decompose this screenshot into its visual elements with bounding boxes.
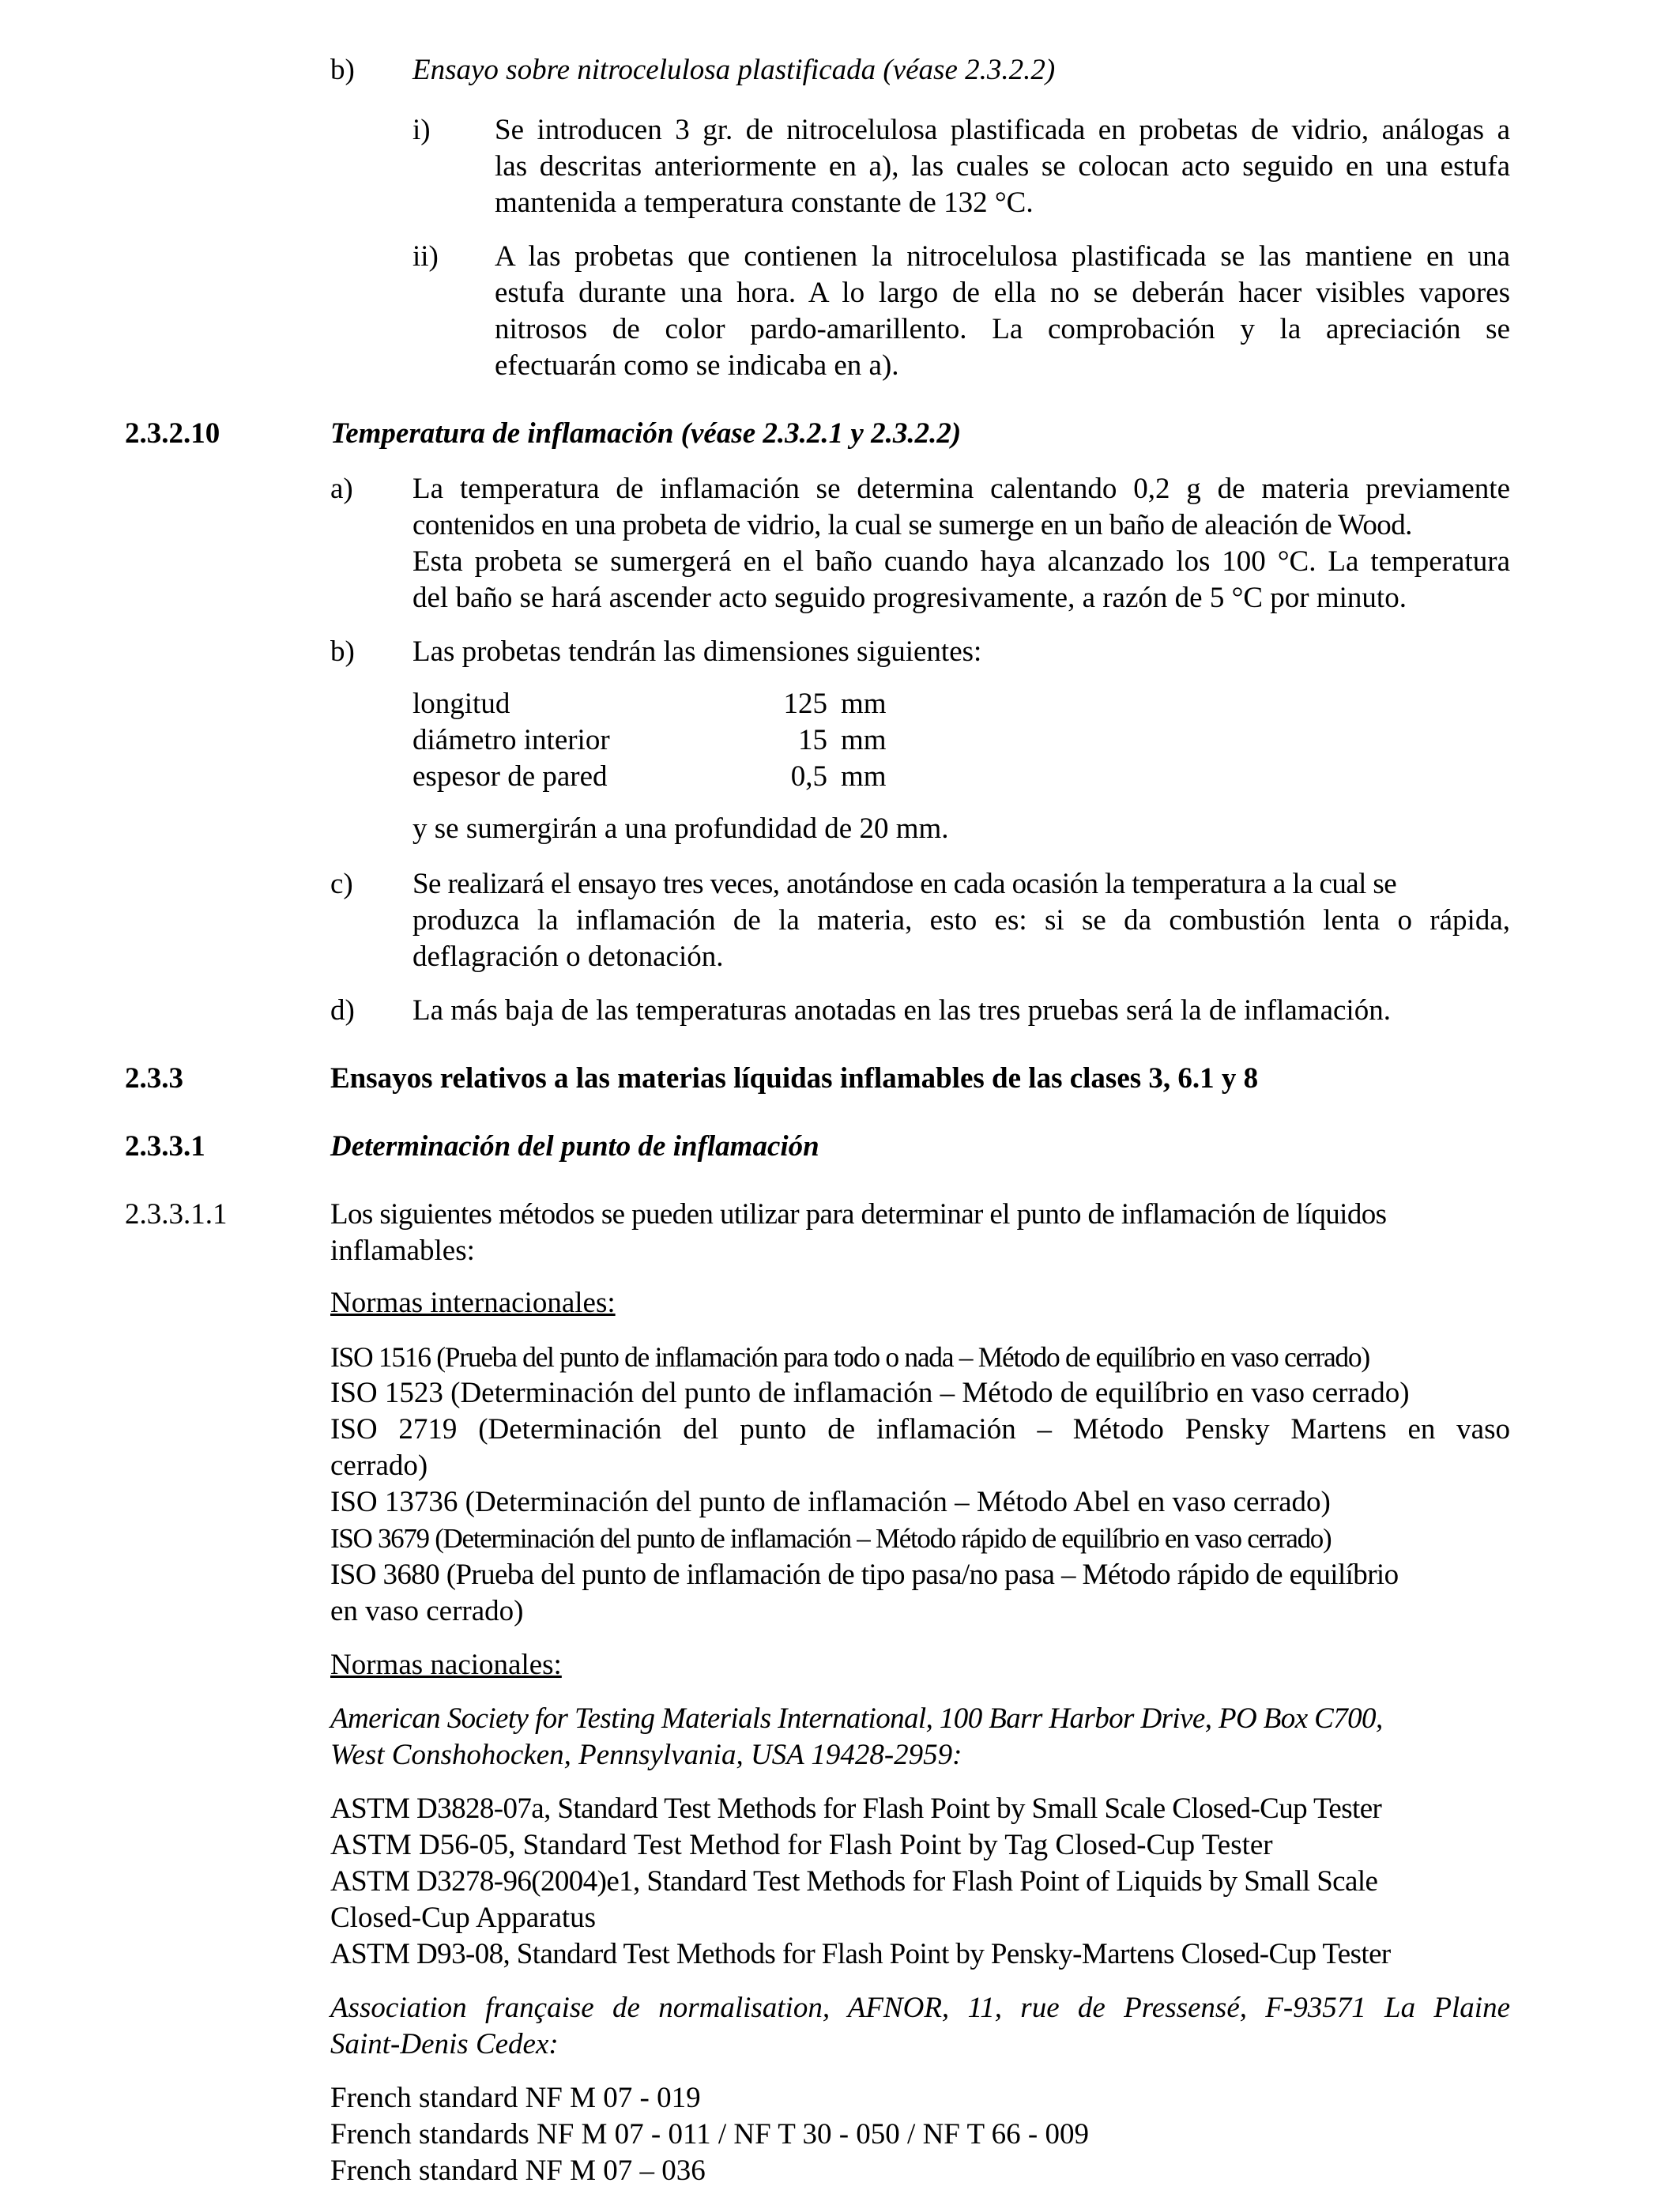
section-title-2-3-2-10: Temperatura de inflamación (véase 2.3.2.1 y 2.3.2.2) [330,417,962,450]
item-d-label: d) [330,994,355,1027]
afnor-org-line-2: Saint-Denis Cedex: [330,2028,559,2060]
astm-d93: ASTM D93-08, Standard Test Methods for Flash Point by Pensky-Martens Closed-Cup Tester [330,1938,1391,1970]
item-b-label: b) [330,54,355,86]
iso-2719-cont: cerrado) [330,1449,428,1482]
iso-13736: ISO 13736 (Determinación del punto de inflamación – Método Abel en vaso cerrado) [330,1486,1331,1518]
item-a-line-4: del baño se hará ascender acto seguido progresivamente, a razón de 5 °C por minuto. [412,582,1407,614]
item-b-ii-line-2: estufa durante una hora. A lo largo de ella no se deberán hacer visibles vapores [495,277,1510,309]
item-b-ii-line-3: nitrosos de color pardo-amarillento. La comprobación y la apreciación se [495,313,1510,345]
section-title-2-3-3: Ensayos relativos a las materias líquidas inflamables de las clases 3, 6.1 y 8 [330,1062,1259,1095]
nf-m-07-019: French standard NF M 07 - 019 [330,2082,701,2114]
item-b2-after: y se sumergirán a una profundidad de 20 mm. [412,812,949,845]
item-a-line-2: contenidos en una probeta de vidrio, la cual se sumerge en un baño de aleación de Wood. [412,509,1412,541]
item-a-line-1: La temperatura de inflamación se determina calentando 0,2 g de materia previamente [412,473,1510,505]
item-a-label: a) [330,473,353,505]
astm-d3278-cont: Closed-Cup Apparatus [330,1902,597,1934]
item-b-ii-line-4: efectuarán como se indicaba en a). [495,349,899,382]
astm-org-line-2: West Conshohocken, Pennsylvania, USA 19428-2959: [330,1739,962,1771]
item-b-i-line-3: mantenida a temperatura constante de 132 °C. [495,187,1034,219]
item-b-ii-label: ii) [412,240,439,273]
iso-1523: ISO 1523 (Determinación del punto de inflamación – Método de equilíbrio en vaso cerrado) [330,1377,1410,1409]
item-c-line-3: deflagración o detonación. [412,941,724,973]
item-b-ii-line-1: A las probetas que contienen la nitrocelulosa plastificada se las mantiene en una [495,240,1510,273]
afnor-org-line-1: Association française de normalisation, AFNOR, 11, rue de Pressensé, F-93571 La Plaine [330,1992,1510,2024]
intro-line-1: Los siguientes métodos se pueden utilizar para determinar el punto de inflamación de líquidos [330,1198,1387,1231]
item-b-title: Ensayo sobre nitrocelulosa plastificada (véase 2.3.2.2) [412,54,1056,86]
dim-value-longitud: 125 [783,688,827,720]
astm-d56: ASTM D56-05, Standard Test Method for Flash Point by Tag Closed-Cup Tester [330,1829,1273,1861]
item-a-line-3: Esta probeta se sumergerá en el baño cuando haya alcanzado los 100 °C. La temperatura [412,545,1510,578]
iso-1516: ISO 1516 (Prueba del punto de inflamación para todo o nada – Método de equilíbrio en vaso cerrado) [330,1341,1369,1373]
item-b2-label: b) [330,635,355,668]
item-b-i-line-1: Se introducen 3 gr. de nitrocelulosa plastificada en probetas de vidrio, análogas a [495,114,1510,146]
dim-unit-longitud: mm [841,688,887,720]
nf-m-07-036: French standard NF M 07 – 036 [330,2154,706,2187]
iso-3679: ISO 3679 (Determinación del punto de inflamación – Método rápido de equilíbrio en vaso cerrado) [330,1523,1332,1554]
astm-org-line-1: American Society for Testing Materials International, 100 Barr Harbor Drive, PO Box C700, [330,1702,1383,1735]
item-d-text: La más baja de las temperaturas anotadas en las tres pruebas será la de inflamación. [412,994,1391,1027]
dim-unit-diametro: mm [841,724,887,756]
item-b2-intro: Las probetas tendrán las dimensiones siguientes: [412,635,982,668]
item-c-line-2: produzca la inflamación de la materia, esto es: si se da combustión lenta o rápida, [412,904,1510,937]
dim-name-espesor: espesor de pared [412,760,608,793]
dim-value-espesor: 0,5 [790,760,827,793]
heading-normas-internacionales: Normas internacionales: [330,1287,616,1319]
iso-2719: ISO 2719 (Determinación del punto de inflamación – Método Pensky Martens en vaso [330,1413,1510,1446]
dim-name-diametro: diámetro interior [412,724,610,756]
dim-unit-espesor: mm [841,760,887,793]
item-c-label: c) [330,868,353,900]
astm-d3828: ASTM D3828-07a, Standard Test Methods for Flash Point by Small Scale Closed-Cup Tester [330,1793,1382,1825]
iso-3680-cont: en vaso cerrado) [330,1595,524,1627]
section-number-2-3-2-10: 2.3.2.10 [125,417,220,450]
dim-value-diametro: 15 [798,724,827,756]
section-number-2-3-3: 2.3.3 [125,1062,183,1095]
item-b-i-label: i) [412,114,431,146]
astm-d3278: ASTM D3278-96(2004)e1, Standard Test Methods for Flash Point of Liquids by Small Scale [330,1865,1378,1898]
dim-name-longitud: longitud [412,688,510,720]
section-title-2-3-3-1: Determinación del punto de inflamación [330,1130,819,1163]
section-number-2-3-3-1-1: 2.3.3.1.1 [125,1198,228,1231]
heading-normas-nacionales: Normas nacionales: [330,1649,562,1681]
item-c-line-1: Se realizará el ensayo tres veces, anotándose en cada ocasión la temperatura a la cual se [412,868,1397,900]
nf-m-07-011: French standards NF M 07 - 011 / NF T 30 - 050 / NF T 66 - 009 [330,2118,1089,2151]
section-number-2-3-3-1: 2.3.3.1 [125,1130,205,1163]
intro-line-2: inflamables: [330,1235,475,1267]
item-b-i-line-2: las descritas anteriormente en a), las cuales se colocan acto seguido en una estufa [495,150,1510,183]
iso-3680: ISO 3680 (Prueba del punto de inflamación de tipo pasa/no pasa – Método rápido de equilíbrio [330,1559,1399,1591]
